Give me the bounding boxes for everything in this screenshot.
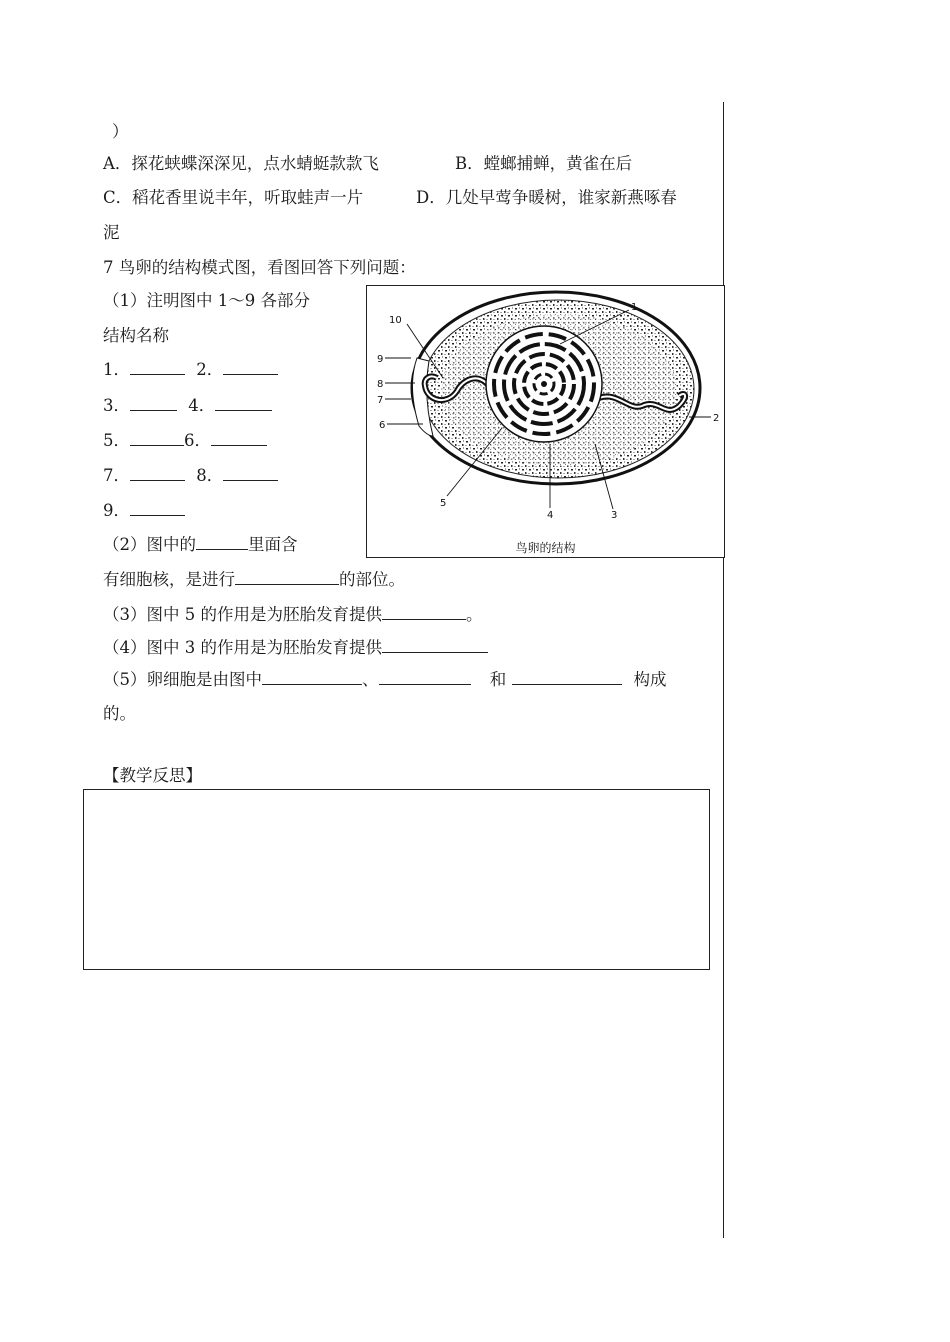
blank-p2-process[interactable] (235, 569, 339, 585)
q6-option-b: B．螳螂捕蝉，黄雀在后 (455, 154, 633, 173)
bird-egg-figure (366, 285, 725, 558)
q6-option-a: A．探花蛱蝶深深见，点水蜻蜓款款飞 (103, 154, 379, 173)
q7-part3: （3）图中 5 的作用是为胚胎发育提供 。 (103, 605, 483, 624)
blank-9[interactable] (130, 500, 185, 516)
blank-p5-1[interactable] (262, 669, 362, 685)
figure-caption: 鸟卵的结构 (515, 541, 576, 555)
blank-p5-3[interactable] (512, 669, 622, 685)
page-margin-line (723, 102, 724, 1238)
q6-option-d: D．几处早莺争暖树，谁家新燕啄春 (416, 188, 677, 207)
label-5: 5 (440, 498, 447, 509)
q7-part2-line2: 有细胞核，是进行 的部位。 (103, 570, 405, 589)
q7-part1-line2: 结构名称 (103, 326, 169, 345)
q7-part4: （4）图中 3 的作用是为胚胎发育提供 (103, 637, 488, 659)
q7-part5-wrap: 的。 (103, 704, 136, 723)
blank-p3[interactable] (382, 604, 466, 620)
label-7: 7 (377, 395, 384, 406)
blank-2[interactable] (223, 359, 278, 375)
label-9: 9 (377, 354, 384, 365)
q6-option-c: C．稻花香里说丰年，听取蛙声一片 (103, 188, 364, 207)
answer-row-9: 9． (103, 500, 185, 522)
blank-8[interactable] (223, 465, 278, 481)
blank-5[interactable] (130, 430, 184, 446)
label-4: 4 (547, 510, 554, 521)
q7-part2-line1: （2）图中的 里面含 (103, 535, 298, 554)
blank-4[interactable] (215, 395, 272, 411)
label-6: 6 (379, 420, 386, 431)
answer-row-5-6: 5． 6． (103, 430, 267, 452)
answer-row-1-2: 1． 2． (103, 359, 278, 381)
blank-1[interactable] (130, 359, 185, 375)
answer-row-7-8: 7． 8． (103, 465, 278, 487)
reflection-box[interactable] (83, 789, 710, 970)
blank-6[interactable] (211, 430, 267, 446)
blank-p4[interactable] (382, 637, 488, 653)
q6-close-paren: ） (112, 122, 129, 141)
q7-part1-line1: （1）注明图中 1～9 各部分 (103, 291, 310, 310)
label-1: 1 (631, 302, 638, 313)
blank-3[interactable] (130, 395, 177, 411)
answer-row-3-4: 3． 4． (103, 395, 272, 417)
egg-diagram (367, 286, 724, 557)
label-3: 3 (611, 510, 618, 521)
blank-7[interactable] (130, 465, 185, 481)
reflection-title: 【教学反思】 (103, 766, 202, 785)
label-10: 10 (389, 315, 402, 326)
label-8: 8 (377, 379, 384, 390)
q7-part5: （5）卵细胞是由图中 、 和 构成 (103, 670, 667, 689)
blank-p2-structure[interactable] (196, 534, 248, 550)
q6-option-d-wrap: 泥 (103, 223, 120, 242)
label-2: 2 (713, 413, 720, 424)
blank-p5-2[interactable] (379, 669, 471, 685)
q7-title: 7 鸟卵的结构模式图，看图回答下列问题： (103, 258, 416, 277)
